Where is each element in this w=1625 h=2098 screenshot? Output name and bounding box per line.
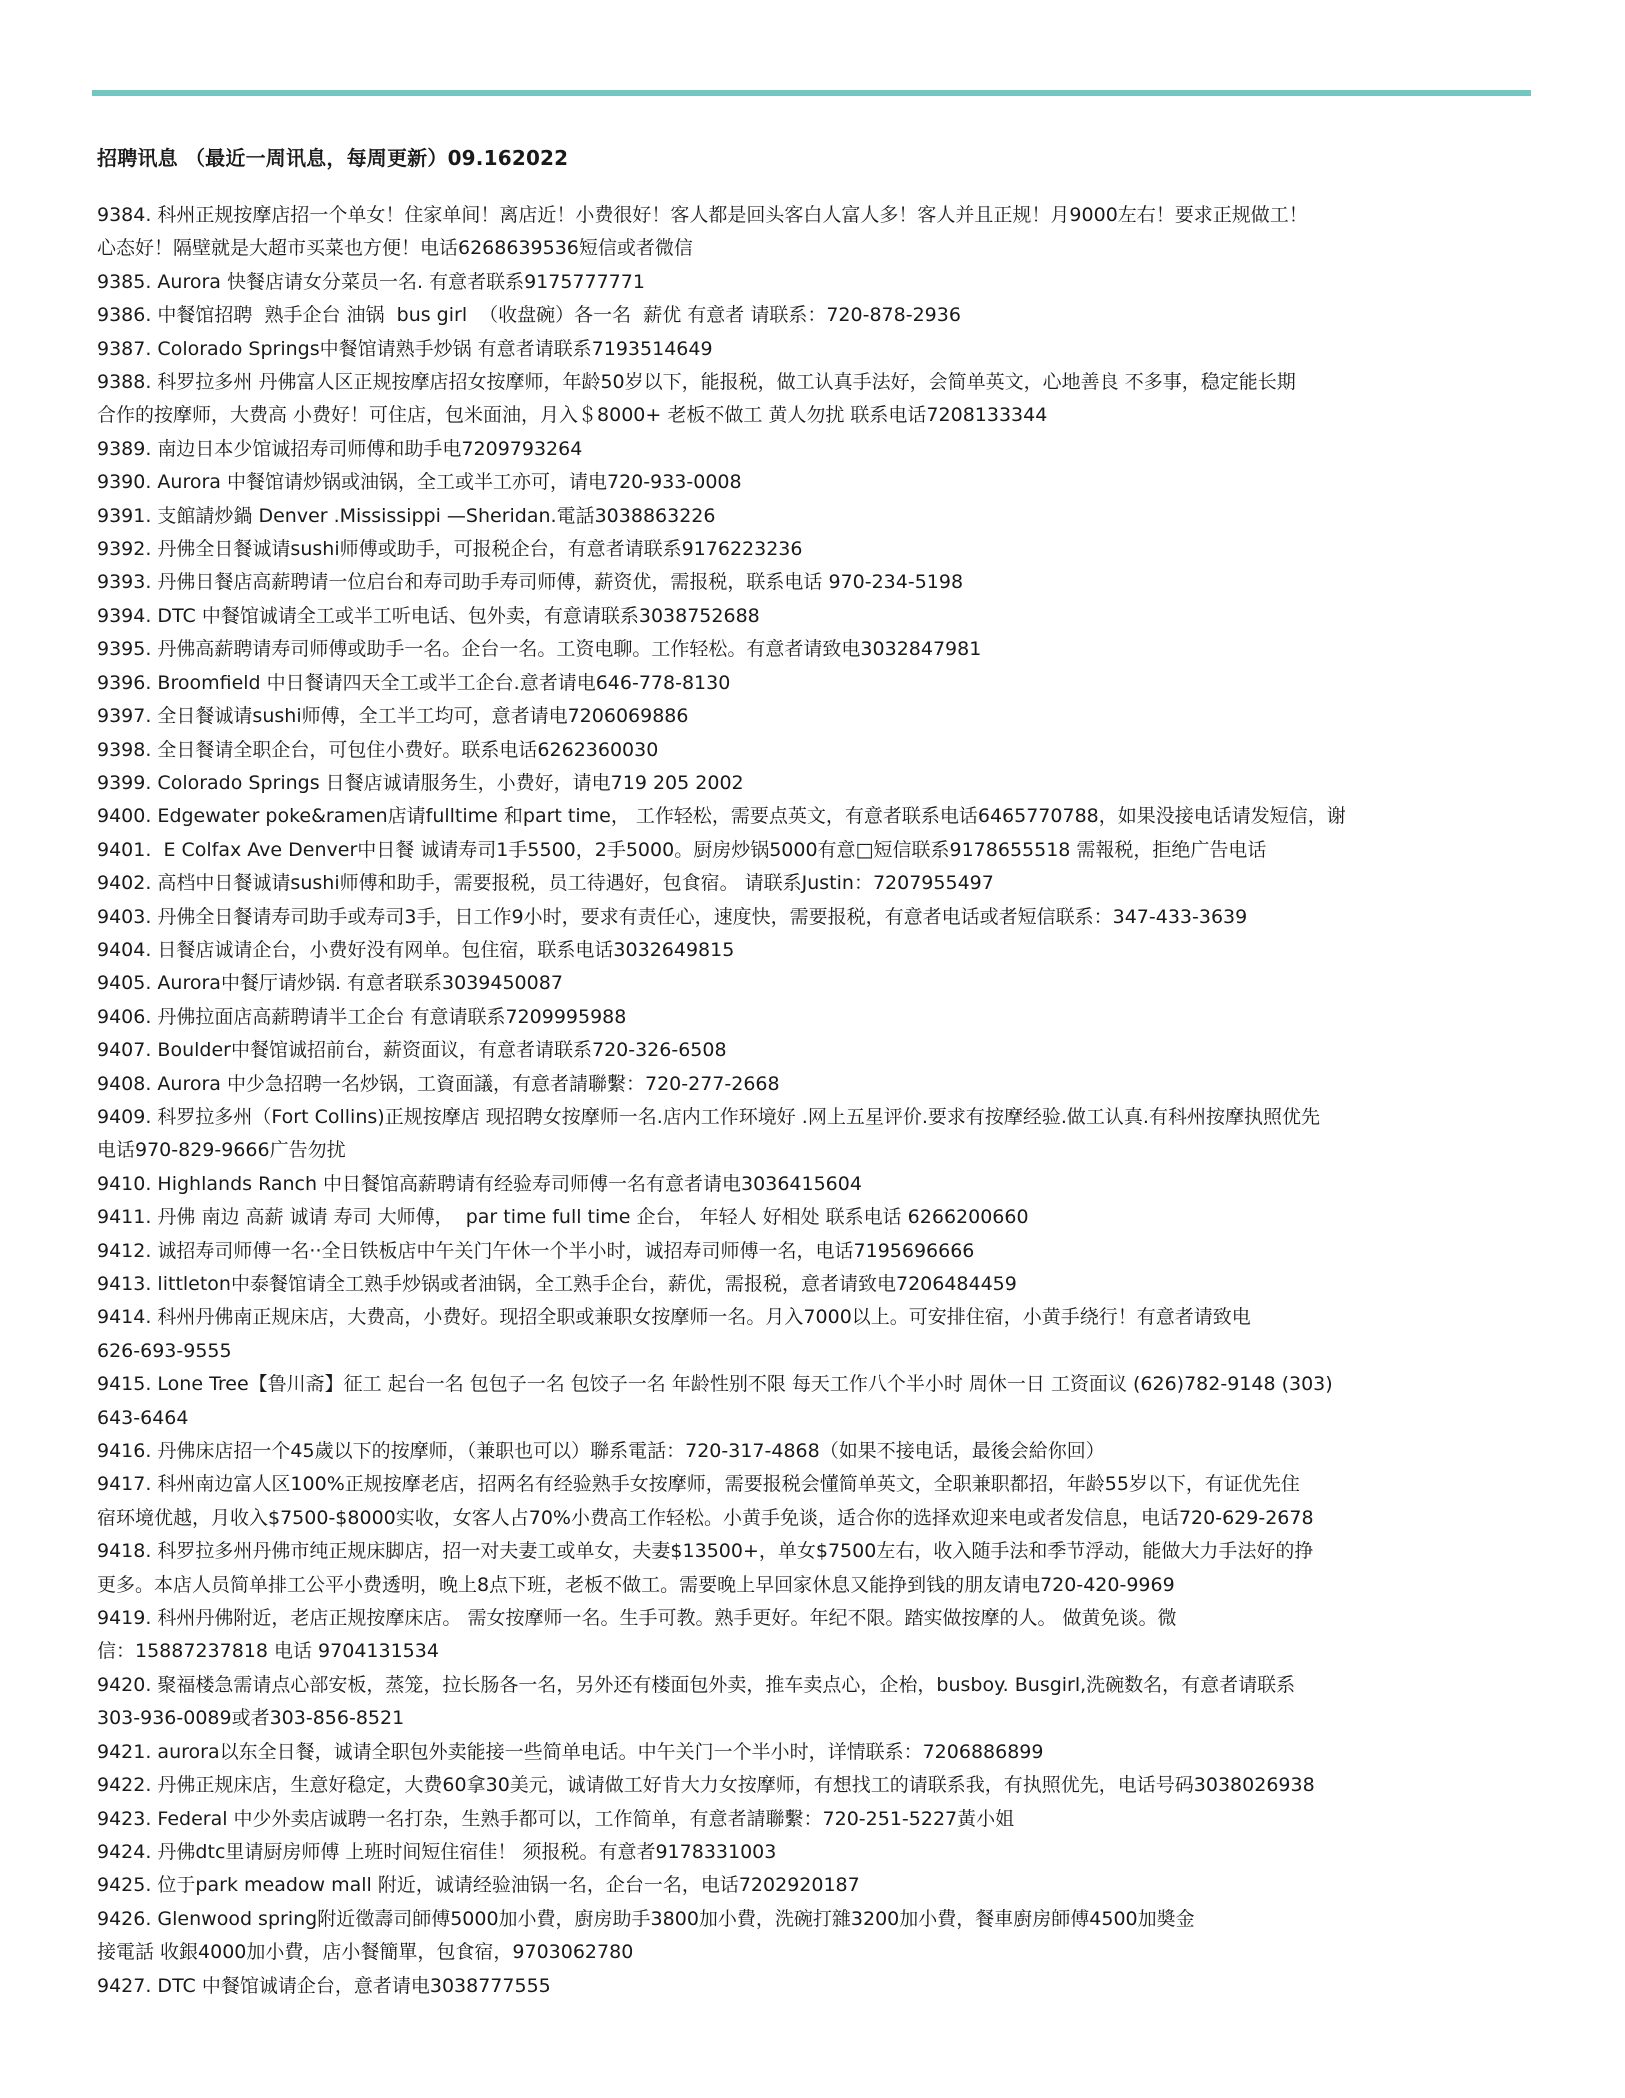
listing-item: 9394. DTC 中餐馆诚请全工或半工听电话、包外卖，有意请联系3038752688 [97, 604, 760, 627]
listing-item: 9400. Edgewater poke&ramen店请fulltime 和part time， 工作轻松，需要点英文，有意者联系电话6465770788，如果没接电话请发短信，谢 [97, 805, 1346, 828]
listing-item: 9426. Glenwood spring附近徵壽司師傅5000加小費，廚房助手3800加小費，洗碗打雜3200加小費，餐車廚房師傅4500加奬金 接電話 收銀4000加小費，店小餐簡單，包食宿，9703062780 [97, 1907, 1195, 1964]
listing-item: 9412. 诚招寿司师傅一名··全日铁板店中午关门午休一个半小时，诚招寿司师傅一名，电话7195696666 [97, 1239, 975, 1262]
listing-item: 9391. 支館請炒鍋 Denver .Mississippi —Sheridan.電話3038863226 [97, 504, 716, 527]
listing-item: 9422. 丹佛正规床店，生意好稳定，大费60拿30美元，诚请做工好肯大力女按摩师，有想找工的请联系我，有执照优先，电话号码3038026938 [97, 1774, 1315, 1797]
listing-item: 9390. Aurora 中餐馆请炒锅或油锅，全工或半工亦可，请电720-933-0008 [97, 471, 742, 494]
listing-item: 9421. aurora以东全日餐，诚请全职包外卖能接一些简单电话。中午关门一个半小时，详情联系：7206886899 [97, 1740, 1044, 1763]
listing-item: 9401. E Colfax Ave Denver中日餐 诚请寿司1手5500，2手5000。厨房炒锅5000有意□短信联系9178655518 需報税，拒绝广告电话 [97, 838, 1267, 861]
listing-item: 9402. 高档中日餐诚请sushi师傅和助手，需要报税，员工待遇好，包食宿。 请联系Justin：7207955497 [97, 872, 994, 895]
listing-item: 9411. 丹佛 南边 高薪 诚请 寿司 大师傅， par time full time 企台， 年轻人 好相处 联系电话 6266200660 [97, 1206, 1029, 1229]
listing-item: 9415. Lone Tree【鲁川斋】征工 起台一名 包包子一名 包饺子一名 年龄性别不限 每天工作八个半小时 周休一日 工资面议 (626)782-9148 (303) 643-6464 [97, 1373, 1333, 1429]
listing-item: 9419. 科州丹佛附近，老店正规按摩床店。 需女按摩师一名。生手可教。熟手更好。年纪不限。踏实做按摩的人。 做黄免谈。微 信：15887237818 电话 9704131534 [97, 1607, 1177, 1663]
listing-item: 9395. 丹佛高薪聘请寿司师傅或助手一名。企台一名。工资电聊。工作轻松。有意者请致电3032847981 [97, 638, 982, 661]
listing-item: 9425. 位于park meadow mall 附近，诚请经验油锅一名，企台一名，电话7202920187 [97, 1874, 860, 1897]
listing-item: 9410. Highlands Ranch 中日餐馆高薪聘请有经验寿司师傅一名有意者请电3036415604 [97, 1172, 862, 1195]
listing-item: 9384. 科州正规按摩店招一个单女！住家单间！离店近！小费很好！客人都是回头客白人富人多！客人并且正规！月9000左右！要求正规做工！ 心态好！隔壁就是大超市买菜也方便！电话6268639536短信或者微信 [97, 204, 1308, 260]
listing-item: 9420. 聚福楼急需请点心部安板，蒸笼，拉长肠各一名，另外还有楼面包外卖，推车卖点心，企枱，busboy. Busgirl,洗碗数名，有意者请联系 303-936-0089或者303-856-8521 [97, 1673, 1296, 1730]
job-listings [97, 199, 1547, 2003]
listing-item: 9417. 科州南边富人区100%正规按摩老店，招两名有经验熟手女按摩师，需要报税会懂简单英文，全职兼职都招，年龄55岁以下，有证优先住 宿环境优越，月收入$7500-$8000实收，女客人占70%小费高工作轻松。小黄手免谈，适合你的选择欢迎来电或者发信息，电话720-629-2678 [97, 1473, 1314, 1529]
listing-item: 9424. 丹佛dtc里请厨房师傅 上班时间短住宿佳！ 须报税。有意者9178331003 [97, 1840, 777, 1863]
listing-item: 9406. 丹佛拉面店高薪聘请半工企台 有意请联系7209995988 [97, 1005, 627, 1028]
listing-item: 9396. Broomfield 中日餐请四天全工或半工企台.意者请电646-778-8130 [97, 671, 731, 694]
listing-item: 9416. 丹佛床店招一个45歲以下的按摩师，（兼职也可以）聯系電話：720-317-4868（如果不接电话，最後会給你回） [97, 1440, 1105, 1463]
header-divider [92, 90, 1531, 96]
listing-item: 9387. Colorado Springs中餐馆请熟手炒锅 有意者请联系7193514649 [97, 337, 713, 360]
listing-item: 9385. Aurora 快餐店请女分菜员一名. 有意者联系9175777771 [97, 270, 645, 293]
listing-item: 9407. Boulder中餐馆诚招前台，薪资面议，有意者请联系720-326-6508 [97, 1039, 727, 1062]
listing-item: 9398. 全日餐请全职企台，可包住小费好。联系电话6262360030 [97, 738, 659, 761]
listing-item: 9418. 科罗拉多州丹佛市纯正规床脚店，招一对夫妻工或单女，夫妻$13500+，单女$7500左右，收入随手法和季节浮动，能做大力手法好的挣 更多。本店人员简单排工公平小费透明，晚上8点下班，老板不做工。需要晚上早回家休息又能挣到钱的朋友请电720-420-9969 [97, 1540, 1314, 1596]
listing-item: 9409. 科罗拉多州（Fort Collins)正规按摩店 现招聘女按摩师一名.店内工作环境好 .网上五星评价.要求有按摩经验.做工认真.有科州按摩执照优先 电话970-829-9666广告勿扰 [97, 1105, 1320, 1162]
listing-item: 9413. littleton中泰餐馆请全工熟手炒锅或者油锅，全工熟手企台，薪优，需报税，意者请致电7206484459 [97, 1273, 1017, 1295]
listing-item: 9427. DTC 中餐馆诚请企台，意者请电3038777555 [97, 1974, 551, 1997]
listing-item: 9393. 丹佛日餐店高薪聘请一位启台和寿司助手寿司师傅，薪资优，需报税，联系电话 970-234-5198 [97, 571, 964, 594]
listing-item: 9388. 科罗拉多州 丹佛富人区正规按摩店招女按摩师，年龄50岁以下，能报税，做工认真手法好，会简单英文，心地善良 不多事，稳定能长期 合作的按摩师，大费高 小费好！可住店，包米面油，月入＄8000+ 老板不做工 黄人勿扰 联系电话7208133344 [97, 371, 1296, 427]
page-title: 招聘讯息 （最近一周讯息，每周更新）09.162022 [97, 146, 569, 170]
listing-item: 9397. 全日餐诚请sushi师傅，全工半工均可，意者请电7206069886 [97, 705, 689, 728]
listing-item: 9408. Aurora 中少急招聘一名炒锅，工資面議，有意者請聯繫：720-277-2668 [97, 1072, 780, 1095]
listing-item: 9414. 科州丹佛南正规床店，大费高，小费好。现招全职或兼职女按摩师一名。月入7000以上。可安排住宿，小黄手绕行！有意者请致电 626-693-9555 [97, 1306, 1251, 1362]
listing-item: 9399. Colorado Springs 日餐店诚请服务生，小费好，请电719 205 2002 [97, 771, 744, 794]
listing-item: 9389. 南边日本少馆诚招寿司师傅和助手电7209793264 [97, 437, 583, 460]
listing-item: 9392. 丹佛全日餐诚请sushi师傅或助手，可报税企台，有意者请联系9176223236 [97, 538, 803, 561]
listing-item: 9423. Federal 中少外卖店诚聘一名打杂，生熟手都可以，工作简单，有意者請聯繫：720-251-5227黃小姐 [97, 1807, 1015, 1830]
listing-item: 9386. 中餐馆招聘 熟手企台 油锅 bus girl （收盘碗）各一名 薪优 有意者 请联系：720-878-2936 [97, 304, 961, 327]
listing-item: 9404. 日餐店诚请企台，小费好没有网单。包住宿，联系电话3032649815 [97, 938, 735, 961]
listing-item: 9405. Aurora中餐厅请炒锅. 有意者联系3039450087 [97, 972, 563, 995]
listing-item: 9403. 丹佛全日餐请寿司助手或寿司3手，日工作9小时，要求有责任心，速度快，需要报税，有意者电话或者短信联系：347-433-3639 [97, 905, 1248, 928]
